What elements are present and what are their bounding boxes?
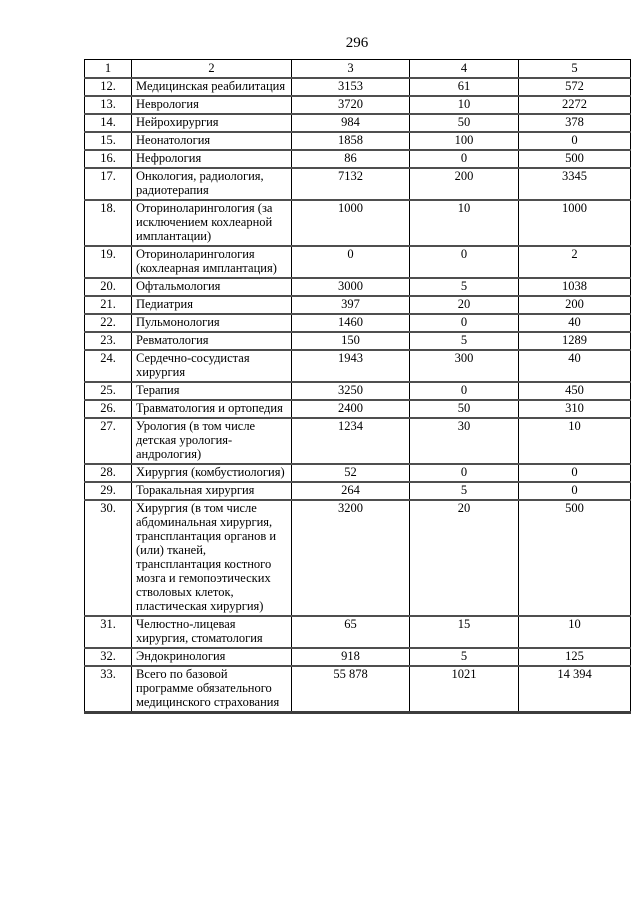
value-col3-cell: 7132	[292, 168, 410, 200]
table-row	[85, 200, 631, 246]
row-number-cell: 12.	[85, 78, 132, 96]
profile-name-cell: Эндокринология	[132, 648, 292, 666]
value-col3-cell: 86	[292, 150, 410, 168]
row-number-cell: 22.	[85, 314, 132, 332]
profile-name-cell: Сердечно-сосудистая хирургия	[132, 350, 292, 382]
value-col3-cell: 1460	[292, 314, 410, 332]
profile-name-cell: Нейрохирургия	[132, 114, 292, 132]
column-header-3: 3	[292, 60, 410, 79]
table-row	[85, 78, 631, 96]
value-col5-cell: 1038	[519, 278, 631, 296]
data-table	[84, 59, 631, 714]
value-col3-cell: 3000	[292, 278, 410, 296]
column-header-4: 4	[410, 60, 519, 79]
profile-name-cell: Офтальмология	[132, 278, 292, 296]
table-row	[85, 464, 631, 482]
table-row	[85, 96, 631, 114]
profile-name-cell: Педиатрия	[132, 296, 292, 314]
row-number-cell: 13.	[85, 96, 132, 114]
value-col4-cell: 20	[410, 500, 519, 616]
value-col3-cell: 3200	[292, 500, 410, 616]
value-col5-cell: 2272	[519, 96, 631, 114]
value-col5-cell: 500	[519, 150, 631, 168]
table-row	[85, 418, 631, 464]
row-number-cell: 32.	[85, 648, 132, 666]
table-row	[85, 400, 631, 418]
value-col3-cell: 3153	[292, 78, 410, 96]
row-number-cell: 20.	[85, 278, 132, 296]
profile-name-cell: Торакальная хирургия	[132, 482, 292, 500]
value-col3-cell: 1943	[292, 350, 410, 382]
value-col4-cell: 10	[410, 96, 519, 114]
value-col3-cell: 1000	[292, 200, 410, 246]
value-col5-cell: 310	[519, 400, 631, 418]
value-col5-cell: 0	[519, 464, 631, 482]
value-col4-cell: 10	[410, 200, 519, 246]
profile-name-cell: Неврология	[132, 96, 292, 114]
value-col3-cell: 0	[292, 246, 410, 278]
value-col5-cell: 2	[519, 246, 631, 278]
value-col4-cell: 0	[410, 464, 519, 482]
value-col4-cell: 5	[410, 648, 519, 666]
row-number-cell: 14.	[85, 114, 132, 132]
value-col4-cell: 20	[410, 296, 519, 314]
value-col3-cell: 2400	[292, 400, 410, 418]
column-header-1: 1	[85, 60, 132, 79]
value-col4-cell: 0	[410, 382, 519, 400]
value-col5-cell: 40	[519, 314, 631, 332]
value-col3-cell: 150	[292, 332, 410, 350]
value-col4-cell: 15	[410, 616, 519, 648]
row-number-cell: 16.	[85, 150, 132, 168]
value-col5-cell: 14 394	[519, 666, 631, 713]
value-col4-cell: 300	[410, 350, 519, 382]
value-col5-cell: 40	[519, 350, 631, 382]
value-col3-cell: 3250	[292, 382, 410, 400]
table-body	[85, 78, 631, 713]
profile-name-cell: Пульмонология	[132, 314, 292, 332]
row-number-cell: 25.	[85, 382, 132, 400]
table-row	[85, 246, 631, 278]
row-number-cell: 17.	[85, 168, 132, 200]
row-number-cell: 18.	[85, 200, 132, 246]
value-col5-cell: 10	[519, 418, 631, 464]
value-col5-cell: 3345	[519, 168, 631, 200]
value-col5-cell: 0	[519, 482, 631, 500]
value-col4-cell: 30	[410, 418, 519, 464]
table-header-row	[85, 60, 631, 79]
value-col4-cell: 61	[410, 78, 519, 96]
value-col4-cell: 200	[410, 168, 519, 200]
profile-name-cell: Неонатология	[132, 132, 292, 150]
value-col5-cell: 1289	[519, 332, 631, 350]
profile-name-cell: Нефрология	[132, 150, 292, 168]
value-col4-cell: 100	[410, 132, 519, 150]
value-col3-cell: 1234	[292, 418, 410, 464]
value-col3-cell: 984	[292, 114, 410, 132]
profile-name-cell: Терапия	[132, 382, 292, 400]
row-number-cell: 30.	[85, 500, 132, 616]
column-header-5: 5	[519, 60, 631, 79]
value-col5-cell: 200	[519, 296, 631, 314]
column-header-2: 2	[132, 60, 292, 79]
value-col4-cell: 5	[410, 482, 519, 500]
value-col3-cell: 52	[292, 464, 410, 482]
row-number-cell: 21.	[85, 296, 132, 314]
table-row	[85, 500, 631, 616]
value-col5-cell: 0	[519, 132, 631, 150]
value-col5-cell: 450	[519, 382, 631, 400]
profile-name-cell: Медицинская реабилитация	[132, 78, 292, 96]
value-col5-cell: 378	[519, 114, 631, 132]
row-number-cell: 19.	[85, 246, 132, 278]
row-number-cell: 26.	[85, 400, 132, 418]
value-col5-cell: 1000	[519, 200, 631, 246]
row-number-cell: 15.	[85, 132, 132, 150]
profile-name-cell: Ревматология	[132, 332, 292, 350]
value-col3-cell: 264	[292, 482, 410, 500]
table-row	[85, 482, 631, 500]
profile-name-cell: Урология (в том числе детская урология-андрология)	[132, 418, 292, 464]
profile-name-cell: Оториноларингология (за исключением кохлеарной имплантации)	[132, 200, 292, 246]
value-col5-cell: 10	[519, 616, 631, 648]
profile-name-cell: Травматология и ортопедия	[132, 400, 292, 418]
value-col4-cell: 0	[410, 150, 519, 168]
row-number-cell: 29.	[85, 482, 132, 500]
table-row	[85, 350, 631, 382]
table-row	[85, 314, 631, 332]
table-row	[85, 382, 631, 400]
table-row	[85, 648, 631, 666]
value-col4-cell: 5	[410, 278, 519, 296]
value-col3-cell: 918	[292, 648, 410, 666]
profile-name-cell: Онкология, радиология, радиотерапия	[132, 168, 292, 200]
value-col5-cell: 125	[519, 648, 631, 666]
profile-name-cell: Всего по базовой программе обязательного медицинского страхования	[132, 666, 292, 713]
row-number-cell: 24.	[85, 350, 132, 382]
table-row	[85, 278, 631, 296]
profile-name-cell: Оториноларингология (кохлеарная имплантация)	[132, 246, 292, 278]
table-row	[85, 666, 631, 713]
row-number-cell: 28.	[85, 464, 132, 482]
value-col3-cell: 1858	[292, 132, 410, 150]
table-row	[85, 132, 631, 150]
table-row	[85, 114, 631, 132]
row-number-cell: 23.	[85, 332, 132, 350]
table-row	[85, 296, 631, 314]
value-col3-cell: 55 878	[292, 666, 410, 713]
row-number-cell: 27.	[85, 418, 132, 464]
value-col4-cell: 0	[410, 246, 519, 278]
table-row	[85, 168, 631, 200]
value-col3-cell: 3720	[292, 96, 410, 114]
value-col4-cell: 0	[410, 314, 519, 332]
value-col3-cell: 65	[292, 616, 410, 648]
table-row	[85, 616, 631, 648]
profile-name-cell: Челюстно-лицевая хирургия, стоматология	[132, 616, 292, 648]
value-col4-cell: 1021	[410, 666, 519, 713]
page-number: 296	[345, 35, 369, 51]
value-col4-cell: 50	[410, 114, 519, 132]
profile-name-cell: Хирургия (комбустиология)	[132, 464, 292, 482]
value-col5-cell: 500	[519, 500, 631, 616]
table-row	[85, 150, 631, 168]
row-number-cell: 31.	[85, 616, 132, 648]
value-col4-cell: 5	[410, 332, 519, 350]
profile-name-cell: Хирургия (в том числе абдоминальная хирургия, трансплантация органов и (или) тканей, трансплантация костного мозга и гемопоэтических стволовых клеток, пластическая хирургия)	[132, 500, 292, 616]
table-row	[85, 332, 631, 350]
row-number-cell: 33.	[85, 666, 132, 713]
value-col4-cell: 50	[410, 400, 519, 418]
value-col5-cell: 572	[519, 78, 631, 96]
value-col3-cell: 397	[292, 296, 410, 314]
